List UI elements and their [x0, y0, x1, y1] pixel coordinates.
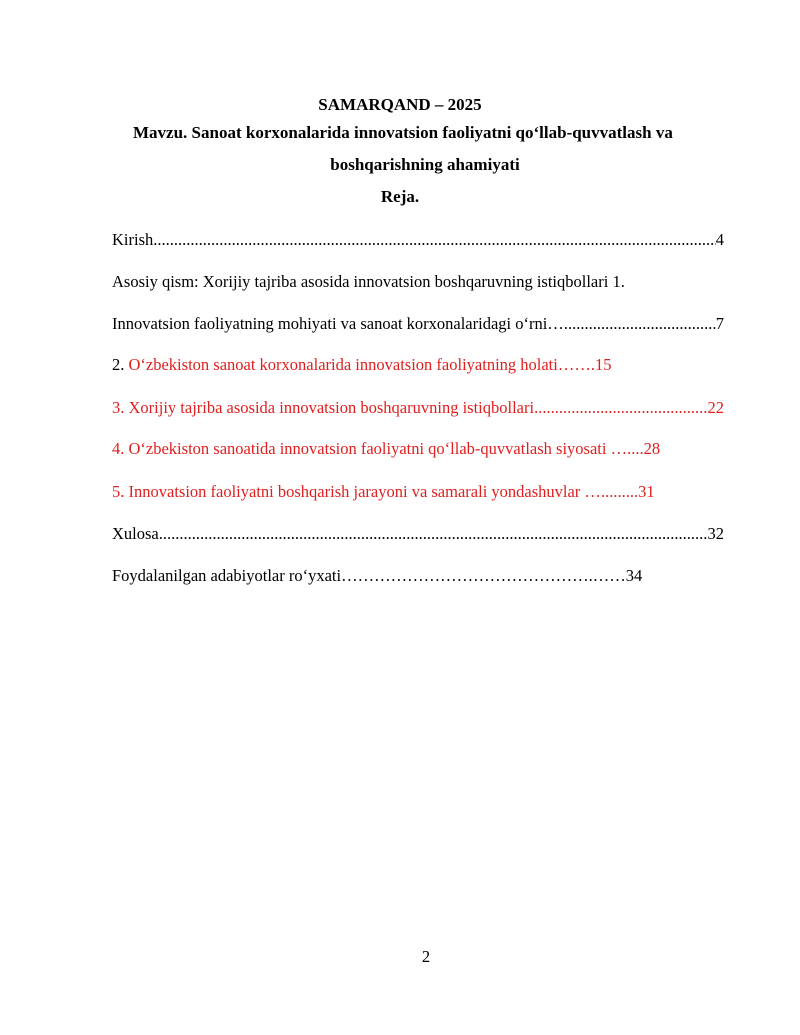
toc-entry-text: 5. Innovatsion faoliyatni boshqarish jarayoni va samarali yondashuvlar … — [112, 482, 601, 501]
toc-page-number: 31 — [638, 482, 655, 501]
toc-entry-intro — [112, 229, 724, 251]
toc-page-number: 34 — [625, 566, 643, 585]
plan-heading: Reja. — [380, 187, 420, 206]
toc-entry-item-2 — [112, 354, 724, 376]
toc-entry-item-5 — [112, 481, 724, 503]
toc-leader-dots — [564, 313, 716, 335]
toc-entry-text: Innovatsion faoliyatning mohiyati va sanoat korxonalaridagi o‘rni… — [112, 314, 564, 333]
page-number: 2 — [421, 947, 431, 966]
toc-page-number: 22 — [707, 398, 724, 417]
toc-entry-item-4 — [112, 438, 724, 460]
toc-entry-text: Kirish — [112, 230, 154, 249]
toc-entry-text: Foydalanilgan adabiyotlar ro‘yxati……………………………………….…… — [112, 566, 626, 585]
toc-entry-main-part — [112, 271, 724, 293]
toc-entry-conclusion — [112, 523, 724, 545]
subject-title-line-1: Mavzu. Sanoat korxonalarida innovatsion faoliyatni qo‘llab-quvvatlash va — [133, 123, 673, 142]
toc-leader-dots: ......... — [600, 482, 639, 501]
toc-page-number: 4 — [715, 230, 724, 249]
toc-entry-text: 3. Xorijiy tajriba asosida innovatsion boshqaruvning istiqbollari — [112, 398, 535, 417]
toc-leader-dots — [153, 229, 716, 251]
toc-entry-text: O‘zbekiston sanoat korxonalarida innovatsion faoliyatning holati — [128, 355, 558, 374]
toc-page-number: 32 — [707, 524, 724, 543]
toc-leader-dots: .... — [627, 439, 644, 458]
toc-entry-text: Xulosa — [112, 524, 159, 543]
toc-entry-item-1 — [112, 313, 724, 335]
toc-entry-references — [112, 565, 724, 587]
toc-leader-dots — [534, 397, 707, 419]
toc-leader-dots: ……. — [557, 355, 595, 374]
toc-page-number: 15 — [594, 355, 612, 374]
toc-entry-number: 2. — [112, 355, 129, 374]
toc-page-number: 28 — [643, 439, 661, 458]
subject-title-line-2: boshqarishning ahamiyati — [330, 155, 520, 174]
city-year-heading: SAMARQAND – 2025 — [318, 95, 482, 114]
toc-entry-text: Asosiy qism: Xorijiy tajriba asosida innovatsion boshqaruvning istiqbollari 1. — [112, 272, 625, 291]
toc-entry-item-3 — [112, 397, 724, 419]
toc-page-number: 7 — [715, 314, 724, 333]
toc-entry-text: 4. O‘zbekiston sanoatida innovatsion faoliyatni qo‘llab-quvvatlash siyosati … — [112, 439, 628, 458]
toc-leader-dots — [159, 523, 708, 545]
